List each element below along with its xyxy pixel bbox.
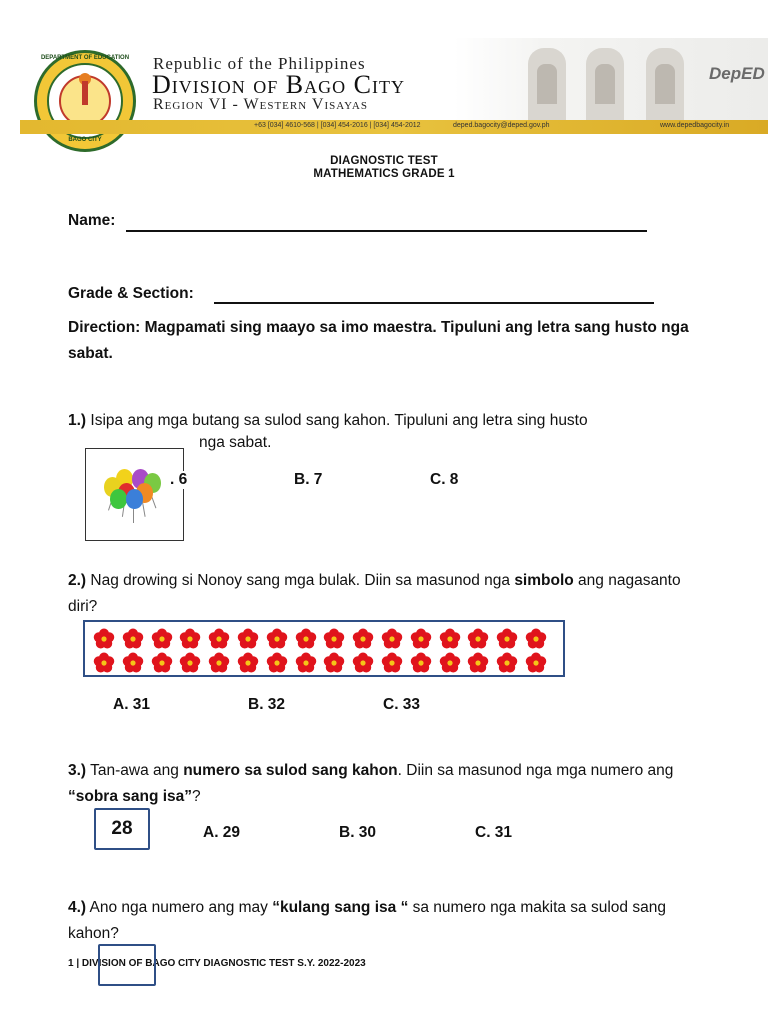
flower-icon xyxy=(467,628,489,650)
letterhead-contact: +63 [034] 4610-568 | [034] 454-2016 | [034] 454-2012 xyxy=(254,122,421,129)
choice-b[interactable]: B. 7 xyxy=(294,471,323,488)
flower-icon xyxy=(208,652,230,674)
question-4 xyxy=(68,895,708,947)
question-emphasis: simbolo xyxy=(514,572,574,589)
balloons-icon xyxy=(85,448,184,541)
choice-b[interactable]: B. 30 xyxy=(339,824,377,841)
flower-icon xyxy=(295,628,317,650)
question-text: ang nagasanto diri? xyxy=(68,572,681,615)
question-text-continued: nga sabat. xyxy=(199,434,272,451)
flower-icon xyxy=(381,652,403,674)
flower-icon xyxy=(179,628,201,650)
flower-icon xyxy=(525,628,547,650)
flower-icon xyxy=(410,652,432,674)
question-emphasis: “sobra sang isa” xyxy=(68,788,193,805)
question-number: 1.) xyxy=(68,412,87,429)
flower-icon xyxy=(525,652,547,674)
question-1 xyxy=(68,408,708,434)
flower-icon xyxy=(151,628,173,650)
flower-icon xyxy=(410,628,432,650)
choice-a[interactable]: . 6 xyxy=(170,471,188,488)
flower-icon xyxy=(93,628,115,650)
choice-b[interactable]: B. 32 xyxy=(248,696,286,713)
name-field[interactable] xyxy=(126,230,647,232)
question-emphasis: “kulang sang isa “ xyxy=(272,899,409,916)
question-number: 3.) xyxy=(68,762,87,779)
question-text: Ano nga numero ang may xyxy=(89,899,273,916)
number-box: 28 xyxy=(94,808,150,850)
flower-icon xyxy=(295,652,317,674)
building-photo xyxy=(586,48,624,120)
choice-c[interactable]: C. 33 xyxy=(383,696,421,713)
flower-icon xyxy=(323,628,345,650)
flower-icon xyxy=(467,652,489,674)
name-label: Name: xyxy=(68,212,116,229)
flower-icon xyxy=(381,628,403,650)
test-title: DIAGNOSTIC TEST xyxy=(330,155,438,167)
flower-icon xyxy=(151,652,173,674)
question-number: 2.) xyxy=(68,572,87,589)
choice-a[interactable]: A. 31 xyxy=(113,696,151,713)
question-emphasis: numero sa sulod sang kahon xyxy=(183,762,398,779)
letterhead-website: www.depedbagocity.in xyxy=(660,122,730,129)
building-photo xyxy=(646,48,684,120)
question-text: . Diin sa masunod nga mga numero ang xyxy=(397,762,674,779)
question-text: Nag drowing si Nonoy sang mga bulak. Diin sa masunod nga xyxy=(90,572,515,589)
question-2 xyxy=(68,568,708,620)
direction-text: Direction: Magpamati sing maayo sa imo maestra. Tipuluni ang letra sang husto nga sabat. xyxy=(68,319,689,362)
grade-section-field[interactable] xyxy=(214,302,654,304)
question-text: sa numero nga makita sa sulod sang kahon? xyxy=(68,899,666,942)
flower-icon xyxy=(237,652,259,674)
test-subtitle: MATHEMATICS GRADE 1 xyxy=(313,168,455,180)
building-photo xyxy=(528,48,566,120)
flower-icon xyxy=(352,652,374,674)
question-text: Tan-awa ang xyxy=(90,762,184,779)
seal-bottom-text: BAGO CITY xyxy=(68,137,102,143)
choice-a[interactable]: A. 29 xyxy=(203,824,241,841)
number-box xyxy=(98,944,156,986)
flower-icon xyxy=(122,628,144,650)
letterhead xyxy=(20,38,768,143)
choice-c[interactable]: C. 31 xyxy=(475,824,513,841)
page-footer: 1 | DIVISION OF BAGO CITY DIAGNOSTIC TEST S.Y. 2022-2023 xyxy=(68,958,366,969)
flower-icon xyxy=(439,628,461,650)
flower-icon xyxy=(496,652,518,674)
question-3 xyxy=(68,758,708,810)
seal-top-text: DEPARTMENT OF EDUCATION xyxy=(40,55,130,61)
flower-icon xyxy=(496,628,518,650)
letterhead-region: Region VI - Western Visayas xyxy=(153,96,368,113)
flower-icon xyxy=(208,628,230,650)
flower-icon xyxy=(122,652,144,674)
letterhead-republic: Republic of the Philippines xyxy=(153,54,366,73)
flower-icon xyxy=(266,628,288,650)
deped-seal-icon xyxy=(34,50,136,152)
flower-icon xyxy=(266,652,288,674)
flower-icon xyxy=(439,652,461,674)
flower-icon xyxy=(93,652,115,674)
letterhead-division: Division of Bago City xyxy=(152,70,405,99)
question-text: ? xyxy=(192,788,201,805)
question-text: Isipa ang mga butang sa sulod sang kahon. Tipuluni ang letra sing husto xyxy=(90,412,588,429)
flower-icon xyxy=(179,652,201,674)
letterhead-email: deped.bagocity@deped.gov.ph xyxy=(453,122,550,129)
flower-box xyxy=(83,620,565,677)
choice-c[interactable]: C. 8 xyxy=(430,471,459,488)
grade-section-label: Grade & Section: xyxy=(68,285,194,302)
flower-icon xyxy=(237,628,259,650)
deped-logo: DepED xyxy=(709,64,765,83)
question-number: 4.) xyxy=(68,899,87,916)
flower-icon xyxy=(323,652,345,674)
flower-icon xyxy=(352,628,374,650)
